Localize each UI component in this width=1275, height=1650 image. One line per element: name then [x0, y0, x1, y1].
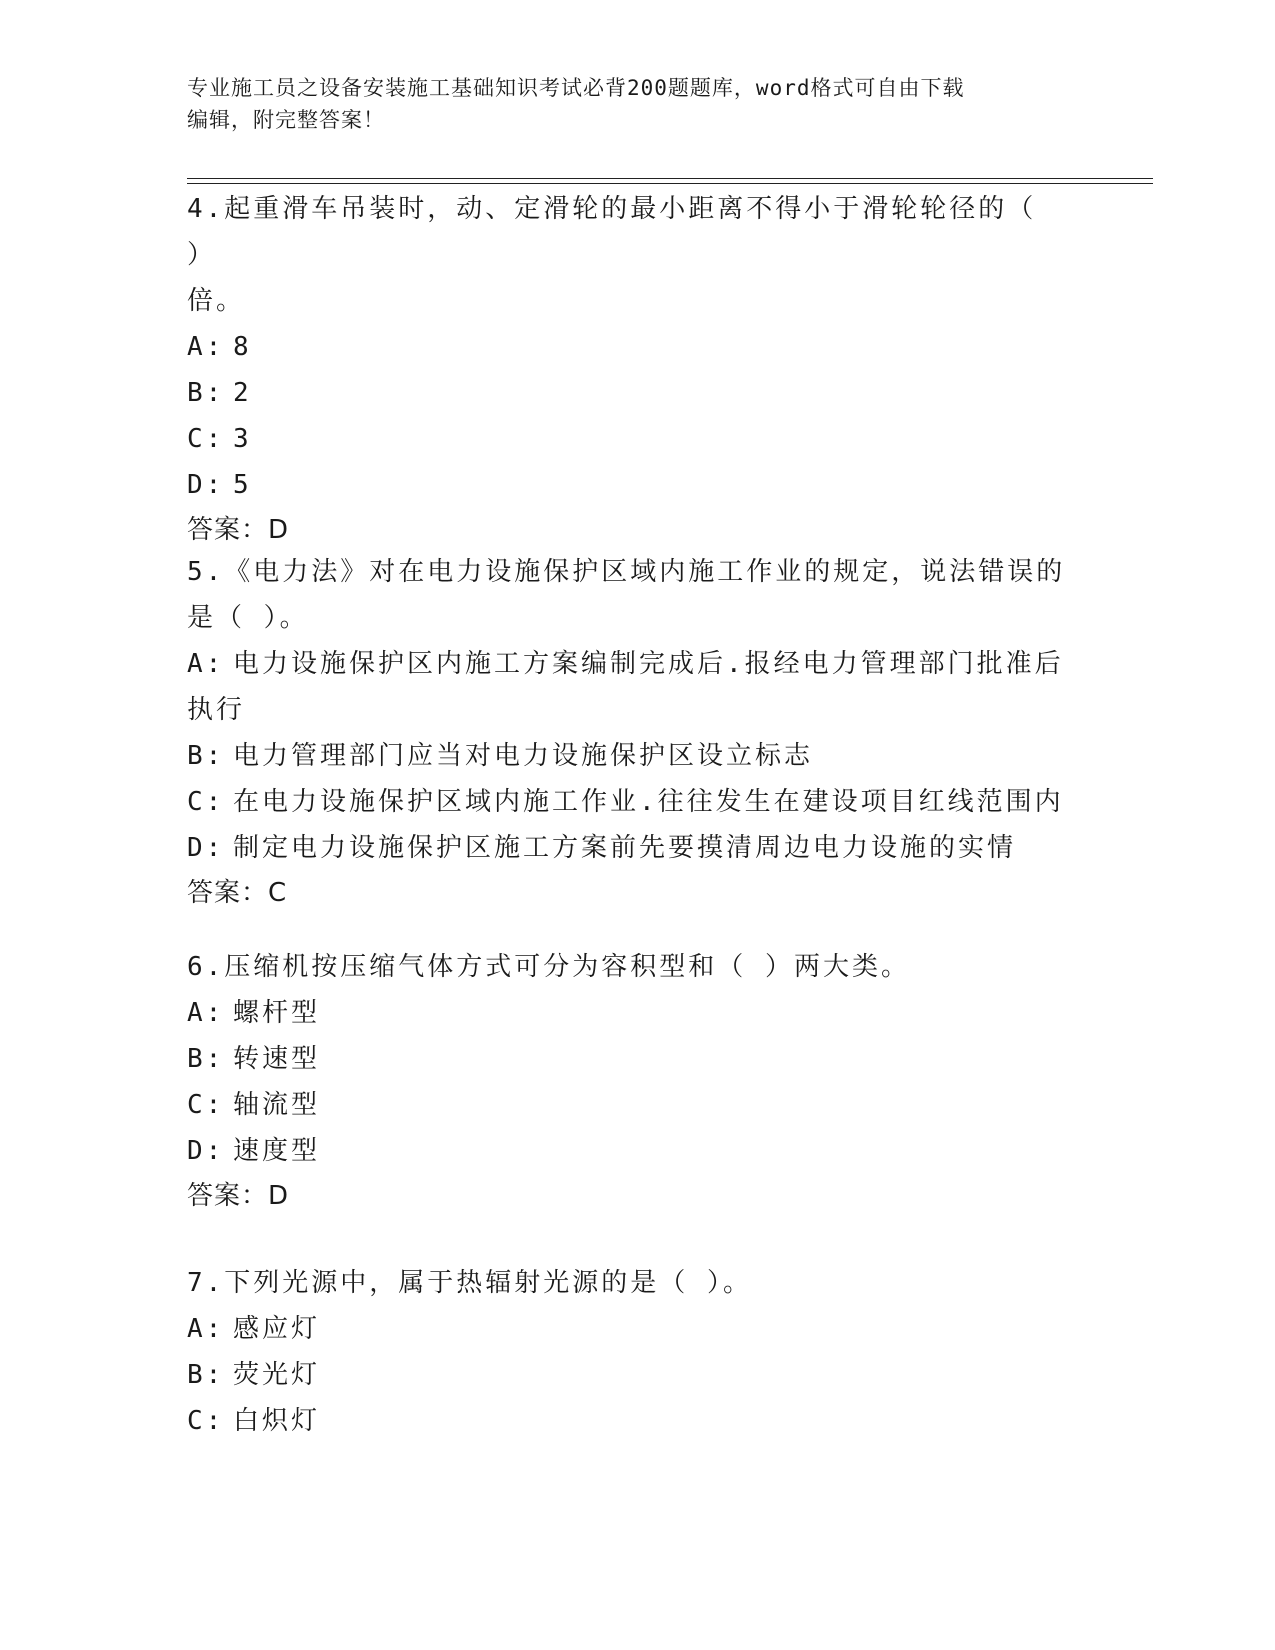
question-stem: 4.起重滑车吊装时，动、定滑轮的最小距离不得小于滑轮轮径的（ ）: [187, 194, 1037, 270]
question-5: [187, 549, 1067, 915]
option-text: 电力管理部门应当对电力设施保护区设立标志: [233, 741, 814, 771]
option-letter: B:: [187, 1360, 225, 1390]
option-letter: C:: [187, 1090, 225, 1120]
option-letter: C:: [187, 424, 225, 454]
option-text: 8: [233, 332, 252, 362]
question-7: [187, 1260, 1067, 1444]
option-text: 在电力设施保护区域内施工作业.往往发生在建设项目红线范围内: [233, 787, 1064, 817]
question-stem: 5.《电力法》对在电力设施保护区域内施工作业的规定，说法错误的: [187, 557, 1066, 587]
option-letter: A:: [187, 998, 225, 1028]
option-c: [187, 1398, 1067, 1444]
option-letter: B:: [187, 378, 225, 408]
option-c: [187, 1082, 1067, 1128]
option-text: 制定电力设施保护区施工方案前先要摸清周边电力设施的实情: [233, 833, 1017, 863]
header-divider-top: [187, 178, 1153, 179]
option-a-continued: [187, 687, 1067, 733]
option-text: 5: [233, 470, 252, 500]
question-stem: 6.压缩机按压缩气体方式可分为容积型和（ ）两大类。: [187, 952, 910, 982]
answer-line: 答案：C: [187, 878, 288, 908]
option-text: 速度型: [233, 1136, 321, 1166]
option-d: [187, 825, 1067, 871]
option-letter: D:: [187, 470, 225, 500]
option-c: [187, 416, 1067, 462]
option-letter: A:: [187, 649, 225, 679]
answer-line: 答案：D: [187, 515, 290, 545]
question-stem-continued: 是（ ）。: [187, 603, 309, 633]
option-a: [187, 641, 1067, 687]
question-stem-continued: 倍。: [187, 286, 246, 316]
option-a: [187, 324, 1067, 370]
option-letter: B:: [187, 741, 225, 771]
option-d: [187, 1128, 1067, 1174]
option-letter: C:: [187, 1406, 225, 1436]
document-header: [187, 72, 1087, 136]
option-b: [187, 733, 1067, 779]
option-text: 轴流型: [233, 1090, 321, 1120]
option-b: [187, 1036, 1067, 1082]
option-letter: D:: [187, 1136, 225, 1166]
option-b: [187, 370, 1067, 416]
header-title-line1: 专业施工员之设备安装施工基础知识考试必背200题题库，word格式可自由下载: [187, 76, 965, 100]
option-text: 电力设施保护区内施工方案编制完成后.报经电力管理部门批准后: [233, 649, 1064, 679]
option-text: 螺杆型: [233, 998, 321, 1028]
header-title-line2: 编辑，附完整答案！: [187, 108, 385, 132]
option-text: 2: [233, 378, 252, 408]
option-c: [187, 779, 1067, 825]
option-d: [187, 462, 1067, 508]
question-6: [187, 944, 1067, 1218]
option-text: 荧光灯: [233, 1360, 321, 1390]
option-text: 3: [233, 424, 252, 454]
option-b: [187, 1352, 1067, 1398]
option-letter: B:: [187, 1044, 225, 1074]
option-text: 白炽灯: [233, 1406, 321, 1436]
option-a: [187, 990, 1067, 1036]
option-letter: A:: [187, 1314, 225, 1344]
option-letter: C:: [187, 787, 225, 817]
option-letter: A:: [187, 332, 225, 362]
header-divider-bottom: [187, 183, 1153, 184]
option-a: [187, 1306, 1067, 1352]
answer-line: 答案：D: [187, 1181, 290, 1211]
question-4: [187, 186, 1067, 552]
option-text: 感应灯: [233, 1314, 321, 1344]
option-letter: D:: [187, 833, 225, 863]
option-text: 执行: [187, 695, 246, 725]
question-stem: 7.下列光源中，属于热辐射光源的是（ ）。: [187, 1268, 752, 1298]
option-text: 转速型: [233, 1044, 321, 1074]
